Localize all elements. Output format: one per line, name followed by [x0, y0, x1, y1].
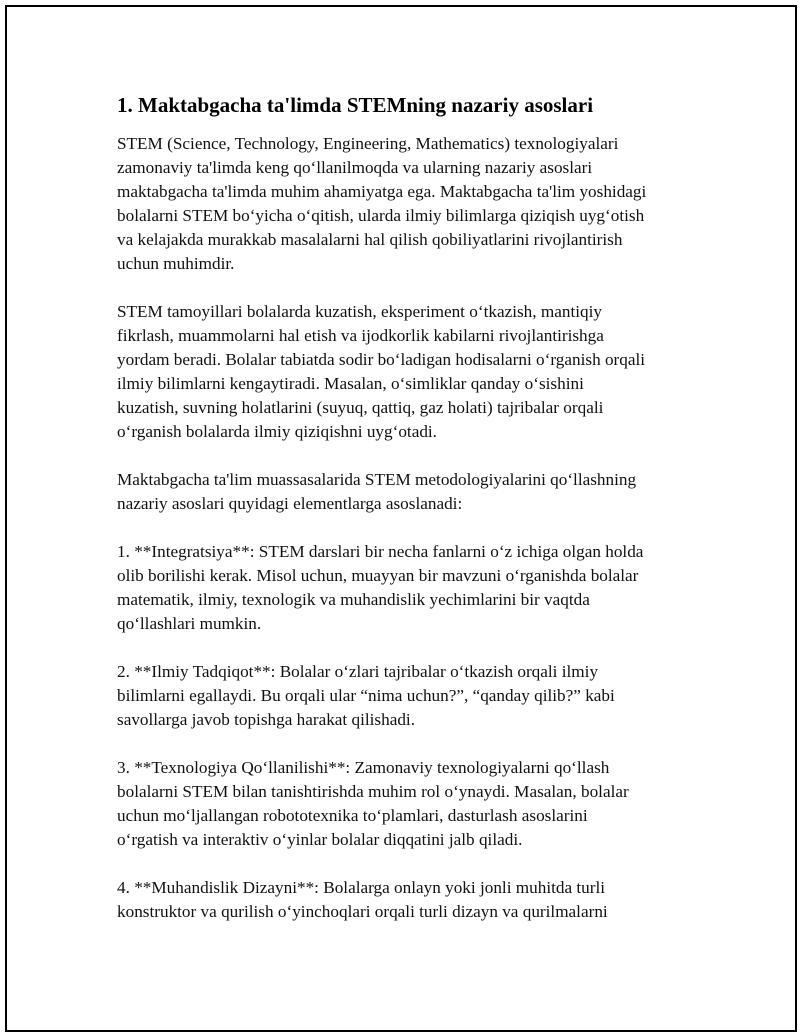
text-line: qo‘llashlari mumkin. [117, 614, 262, 633]
text-line: fikrlash, muammolarni hal etish va ijodkorlik kabilarni rivojlantirishga [117, 326, 604, 345]
text-line: va kelajakda murakkab masalalarni hal qilish qobiliyatlarini rivojlantirish [117, 230, 623, 249]
text-line: kuzatish, suvning holatlarini (suyuq, qattiq, gaz holati) tajribalar orqali [117, 398, 604, 417]
text-line: uchun mo‘ljallangan robototexnika to‘plamlari, dasturlash asoslarini [117, 806, 588, 825]
text-line: konstruktor va qurilish o‘yinchoqlari orqali turli dizayn va qurilmalarni [117, 902, 608, 921]
text-line: savollarga javob topishga harakat qilishadi. [117, 710, 416, 729]
text-line: 3. **Texnologiya Qo‘llanilishi**: Zamonaviy texnologiyalarni qo‘llash [117, 758, 610, 777]
text-line: bilimlarni egallaydi. Bu orqali ular “nima uchun?”, “qanday qilib?” kabi [117, 686, 615, 705]
text-line: uchun muhimdir. [117, 254, 235, 273]
text-line: 2. **Ilmiy Tadqiqot**: Bolalar o‘zlari tajribalar o‘tkazish orqali ilmiy [117, 662, 599, 681]
section-heading: 1. Maktabgacha ta'limda STEMning nazariy asoslari [117, 93, 594, 117]
text-line: STEM tamoyillari bolalarda kuzatish, eksperiment o‘tkazish, mantiqiy [117, 302, 602, 321]
text-line: Maktabgacha ta'lim muassasalarida STEM metodologiyalarini qo‘llashning [117, 470, 637, 489]
text-line: STEM (Science, Technology, Engineering, Mathematics) texnologiyalari [117, 134, 619, 153]
text-line: zamonaviy ta'limda keng qo‘llanilmoqda va ularning nazariy asoslari [117, 158, 593, 177]
paragraph-elements-intro [117, 468, 707, 516]
text-line: matematik, ilmiy, texnologik va muhandislik yechimlarini bir vaqtda [117, 590, 590, 609]
text-line: maktabgacha ta'limda muhim ahamiyatga ega. Maktabgacha ta'lim yoshidagi [117, 182, 647, 201]
text-line: nazariy asoslari quyidagi elementlarga asoslanadi: [117, 494, 463, 513]
paragraph-intro [117, 132, 707, 276]
text-line: bolalarni STEM bilan tanishtirishda muhim rol o‘ynaydi. Masalan, bolalar [117, 782, 629, 801]
text-line: ilmiy bilimlarni kengaytiradi. Masalan, o‘simliklar qanday o‘sishini [117, 374, 584, 393]
text-line: 4. **Muhandislik Dizayni**: Bolalarga onlayn yoki jonli muhitda turli [117, 878, 606, 897]
text-line: bolalarni STEM bo‘yicha o‘qitish, ularda ilmiy bilimlarga qiziqish uyg‘otish [117, 206, 645, 225]
text-line: olib borilishi kerak. Misol uchun, muayyan bir mavzuni o‘rganishda bolalar [117, 566, 639, 585]
list-item-research [117, 660, 707, 732]
text-line: 1. **Integratsiya**: STEM darslari bir necha fanlarni o‘z ichiga olgan holda [117, 542, 644, 561]
text-line: o‘rgatish va interaktiv o‘yinlar bolalar diqqatini jalb qiladi. [117, 830, 523, 849]
text-line: yordam beradi. Bolalar tabiatda sodir bo‘ladigan hodisalarni o‘rganish orqali [117, 350, 646, 369]
paragraph-principles [117, 300, 707, 444]
list-item-integration [117, 540, 707, 636]
list-item-engineering [117, 876, 707, 924]
text-line: o‘rganish bolalarda ilmiy qiziqishni uyg‘otadi. [117, 422, 437, 441]
document-body [117, 91, 707, 948]
list-item-technology [117, 756, 707, 852]
